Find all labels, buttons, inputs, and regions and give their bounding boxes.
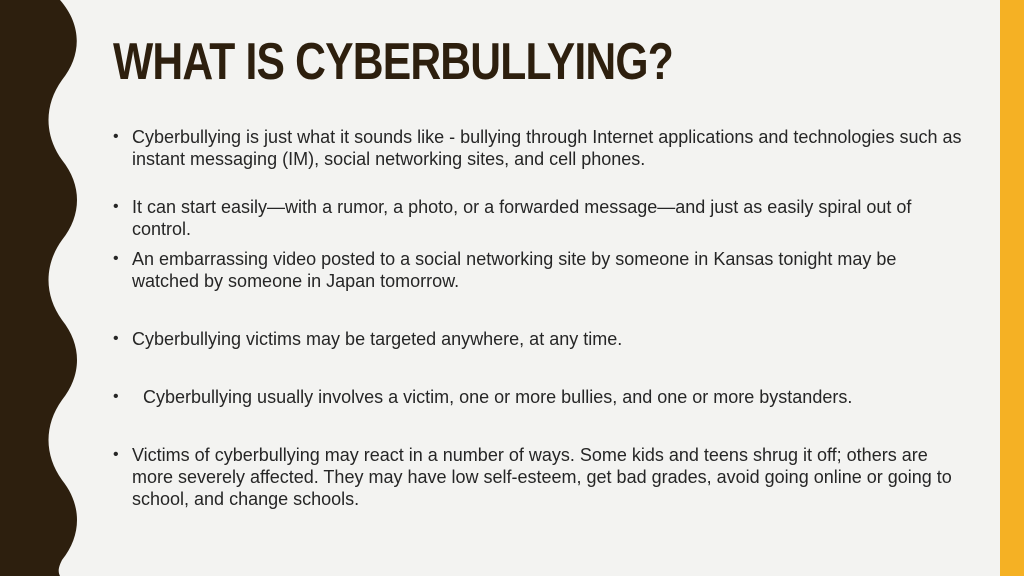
bullet-item (113, 328, 963, 350)
bullet-item (113, 386, 963, 408)
bullet-text: It can start easily—with a rumor, a photo, or a forwarded message—and just as easily spiral out of control. (132, 197, 912, 239)
bullet-text: Cyberbullying is just what it sounds like - bullying through Internet applications and technologies such as instant messaging (IM), social networking sites, and cell phones. (132, 127, 962, 169)
bullet-item (113, 196, 963, 240)
wavy-decorative-band (0, 0, 90, 576)
bullet-text: Victims of cyberbullying may react in a number of ways. Some kids and teens shrug it off; others are more severely affected. They may have low self-esteem, get bad grades, avoid going online or going to school, and change schools. (132, 445, 952, 509)
accent-bar (1000, 0, 1024, 576)
slide-title: WHAT IS CYBERBULLYING? (113, 33, 673, 91)
bullet-text: An embarrassing video posted to a social networking site by someone in Kansas tonight may be watched by someone in Japan tomorrow. (132, 249, 897, 291)
bullet-item (113, 248, 963, 292)
bullet-text: Cyberbullying victims may be targeted anywhere, at any time. (132, 329, 623, 349)
bullet-item (113, 444, 963, 510)
bullet-item (113, 126, 963, 170)
bullet-list (113, 126, 963, 510)
bullet-text: Cyberbullying usually involves a victim, one or more bullies, and one or more bystanders. (143, 387, 853, 407)
wavy-band-shape (0, 0, 77, 576)
